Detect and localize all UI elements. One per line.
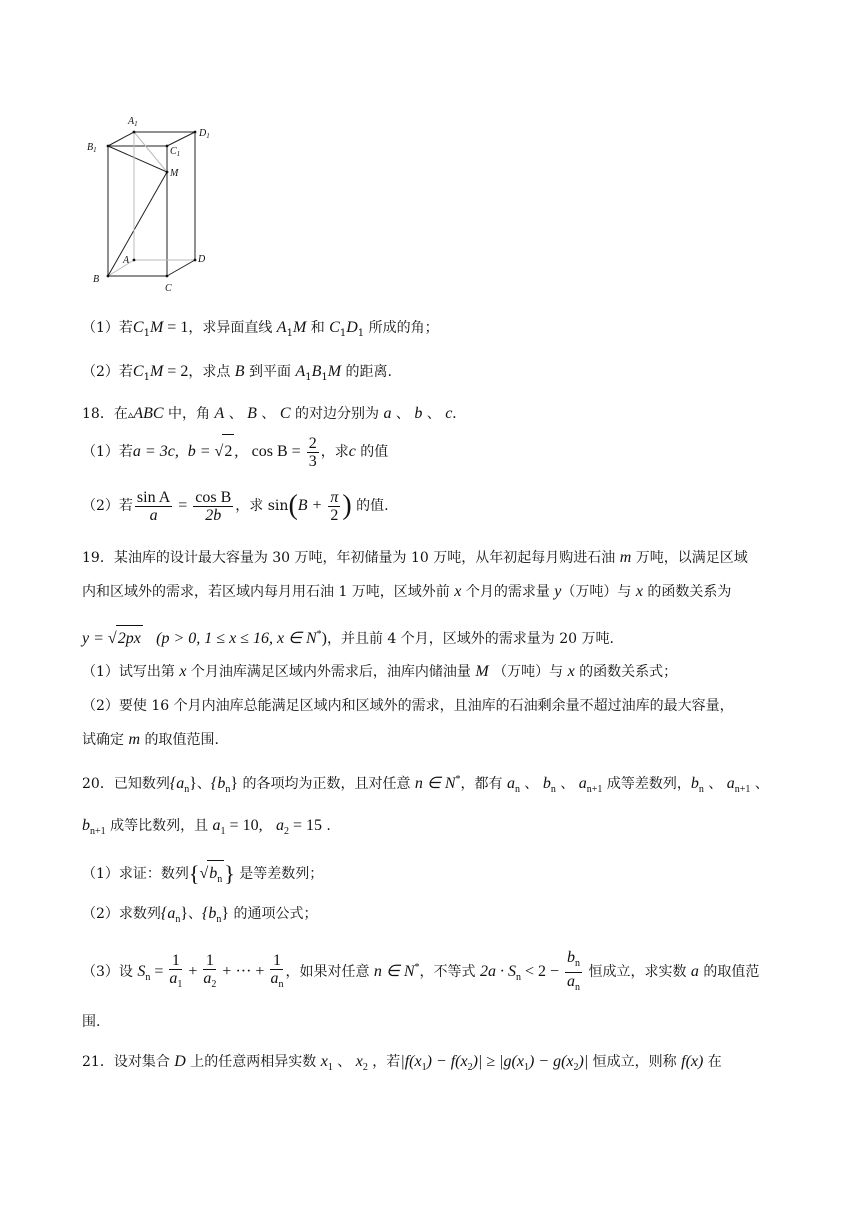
p20-line3: （1）求证：数列$\{√b_n\}$ 是等差数列； <box>82 860 323 893</box>
fraction-sinA-a: $\frac{\text{sin A}}{a}$ <box>136 488 171 524</box>
p20-line4: （2）求数列$\{a_n\}$、$\{b_n\}$ 的通项公式； <box>82 905 318 925</box>
fraction-1-a1: $\frac{1}{a_1}$ <box>169 951 183 990</box>
fraction-1-a2: $\frac{1}{a_2}$ <box>203 951 217 990</box>
label-m: M <box>170 168 179 179</box>
label-a1: $A_1$ <box>128 116 138 128</box>
p21-line1: 21．设对集合 D 上的任意两相异实数 $x_1$ 、 $x_2$ ，若$|f(x_1) - f(x_2)| \ge |g(x_1) - g(x_2)|$ 恒成立，则称 f(x) 在 <box>82 1053 722 1073</box>
point-d1 <box>194 131 197 134</box>
p20-line6: 围. <box>82 1014 101 1030</box>
point-c1 <box>166 145 169 148</box>
p18-stem: 18．在▵ABC 中，角 A 、 B 、 C 的对边分别为 a 、 b 、 c. <box>82 405 457 422</box>
p19-line2: 内和区域外的需求，若区域内每月用石油 1 万吨，区域外前 x 个月的需求量 y（万吨）与 x 的函数关系为 <box>82 583 732 600</box>
p19-line5: （2）要使 16 个月内油库总能满足区域内和区域外的需求，且油库的石油剩余量不超过油库的最大容量， <box>82 698 734 714</box>
p20-line2: $b_{n+1}$ 成等比数列，且 $a_1 = 10$, $a_2 = 15$ . <box>82 817 331 837</box>
p19-line4: （1）试写出第 x 个月油库满足区域内外需求后，油库内储油量 M （万吨）与 x 的函数关系式； <box>82 663 678 680</box>
fraction-bn-an: $\frac{b_n}{a_n}$ <box>567 948 581 993</box>
label-c: C <box>165 283 172 294</box>
edge-c-d <box>167 260 195 276</box>
p19-line6: 试确定 m 的取值范围. <box>82 731 219 748</box>
label-d: D <box>198 254 206 265</box>
point-a1 <box>133 131 136 134</box>
fraction-two-thirds: $\frac{2}{3}$ <box>308 434 317 470</box>
segment-b1-m <box>108 146 167 172</box>
label-a: A <box>123 255 130 266</box>
label-c1: $C_1$ <box>170 146 181 158</box>
point-b <box>107 275 110 278</box>
prism-figure <box>82 110 222 295</box>
point-a <box>133 259 136 262</box>
label-d1: $D_1$ <box>199 128 210 140</box>
p17-part1: （1）若$C_1M = 1$，求异面直线 $A_1M$ 和 $C_1D_1$ 所成的角； <box>82 319 439 339</box>
hidden-segment-a1-m <box>134 132 167 172</box>
point-m <box>166 171 169 174</box>
point-b1 <box>107 145 110 148</box>
p20-line5: （3）设 $S_n$ = $\frac{1}{a_1}$ + $\frac{1}{a_2}$ + ··· + $\frac{1}{a_n}$ ，如果对任意 n ∈ N*，不等式 $2a \cdot S_n < 2$ − $\frac{b_n}{a_n}$ 恒成立，求实数 a 的取值范 <box>82 946 759 1000</box>
label-b: B <box>93 274 100 285</box>
label-b1: $B_1$ <box>87 142 97 154</box>
fraction-1-an: $\frac{1}{a_n}$ <box>270 951 284 990</box>
p19-line3: y = √2px (p > 0, 1 ≤ x ≤ 16, x ∈ N*)，并且前 4 个月，区域外的需求量为 20 万吨. <box>82 622 614 652</box>
point-c <box>166 275 169 278</box>
p18-part1: （1）若a = 3c, b = √2 , cos B = $\frac{2}{3}$ ，求c 的值 <box>82 434 389 470</box>
prism-diagram <box>82 110 222 295</box>
p19-line1: 19．某油库的设计最大容量为 30 万吨，年初储量为 10 万吨，从年初起每月购进石油 m 万吨，以满足区域 <box>82 549 748 566</box>
point-d <box>194 259 197 262</box>
edge-b1-a1 <box>108 132 134 146</box>
p17-part2: （2）若$C_1M = 2$，求点 B 到平面 $A_1B_1M$ 的距离. <box>82 363 393 383</box>
edge-d1-c1 <box>167 132 195 146</box>
fraction-cosB-2b: $\frac{\text{cos B}}{2b}$ <box>195 488 232 524</box>
fraction-pi-2: $\frac{\pi}{2}$ <box>330 488 339 524</box>
p20-line1: 20．已知数列$\{a_n\}$、$\{b_n\}$ 的各项均为正数，且对任意 n ∈ N*，都有 $a_n$ 、 $b_n$ 、 $a_{n+1}$ 成等差数列，$b_n$ 、 $a_{n+1}$ 、 <box>82 774 769 795</box>
p18-part2: （2）若 $\frac{\text{sin A}}{a}$ = $\frac{\text{cos B}}{2b}$ ，求 sin(B + $\frac{\pi}{2}$ ) 的值. <box>82 488 389 524</box>
hidden-edge-b-a <box>108 260 134 276</box>
